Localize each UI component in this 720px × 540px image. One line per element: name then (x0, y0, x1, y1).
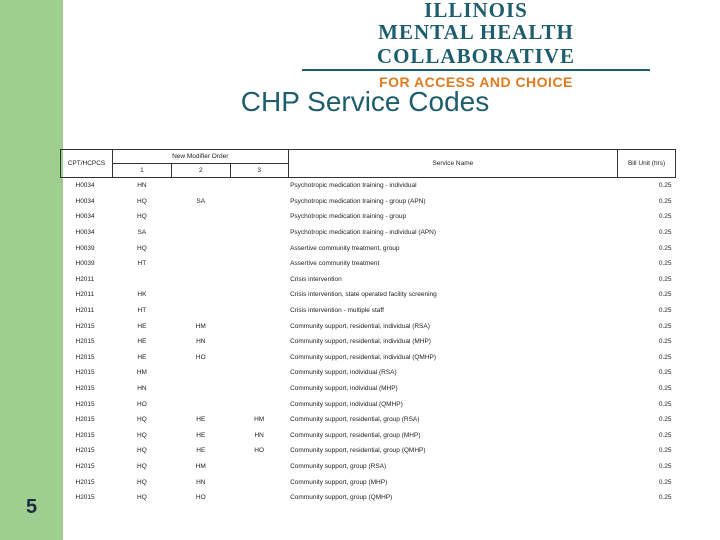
cell-modifier-2: SA (196, 197, 206, 205)
service-codes-table (60, 149, 676, 505)
cell-service-name: Crisis intervention (290, 275, 342, 283)
cell-bill-unit: 0.25 (658, 369, 672, 377)
cell-bill-unit: 0.25 (658, 462, 672, 470)
cell-modifier-3: HM (254, 416, 265, 424)
header-code: CPT/HCPCS (61, 150, 113, 178)
cell-modifier-2: HN (196, 338, 206, 346)
cell-modifier-3 (230, 178, 288, 194)
cell-modifier-2 (171, 381, 230, 397)
table-row (61, 334, 676, 350)
table-row (61, 194, 676, 210)
table-row (61, 396, 676, 412)
cell-bill-unit: 0.25 (658, 197, 672, 205)
cell-modifier-3 (230, 287, 288, 303)
cell-modifier-3 (230, 272, 288, 288)
cell-modifier-2 (171, 303, 230, 319)
cell-modifier-3 (230, 365, 288, 381)
logo-line-collaborative: MENTAL HEALTH COLLABORATIVE (376, 20, 576, 68)
table-row (61, 381, 676, 397)
cell-bill-unit: 0.25 (658, 416, 672, 424)
sidebar-band (0, 0, 63, 540)
cell-service-name: Crisis intervention, state operated facility screening (290, 291, 437, 299)
cell-modifier-2: HM (195, 462, 206, 470)
table-row (61, 490, 676, 506)
cell-service-name: Assertive community treatment (290, 260, 380, 268)
cell-modifier-1: HN (137, 182, 147, 190)
cell-modifier-1: SA (137, 229, 147, 237)
cell-code: H0034 (75, 229, 95, 237)
cell-modifier-2: HE (196, 416, 206, 424)
cell-modifier-3 (230, 350, 288, 366)
cell-bill-unit: 0.25 (658, 385, 672, 393)
cell-service-name: Psychotropic medication training - group (APN) (290, 197, 426, 205)
cell-modifier-2 (171, 287, 230, 303)
cell-modifier-2 (171, 209, 230, 225)
cell-bill-unit: 0.25 (658, 353, 672, 361)
cell-modifier-2: HO (195, 494, 206, 502)
table-row (61, 209, 676, 225)
cell-modifier-1: HN (137, 385, 147, 393)
cell-modifier-1: HO (137, 400, 147, 408)
cell-bill-unit: 0.25 (658, 182, 672, 190)
cell-code: H2011 (75, 307, 95, 315)
table-row (61, 428, 676, 444)
cell-bill-unit: 0.25 (658, 447, 672, 455)
cell-code: H0039 (75, 244, 95, 252)
cell-modifier-3 (230, 490, 288, 506)
cell-bill-unit: 0.25 (658, 307, 672, 315)
cell-modifier-2: HM (195, 322, 206, 330)
cell-code: H2015 (75, 478, 95, 486)
cell-modifier-3 (230, 334, 288, 350)
cell-code: H2015 (75, 385, 95, 393)
cell-code: H0034 (75, 182, 95, 190)
cell-service-name: Community support, residential, individual (MHP) (290, 338, 431, 346)
cell-code: H0034 (75, 213, 95, 221)
cell-modifier-2 (171, 365, 230, 381)
cell-bill-unit: 0.25 (658, 400, 672, 408)
cell-modifier-2 (171, 256, 230, 272)
cell-modifier-3 (230, 303, 288, 319)
cell-modifier-1: HT (137, 260, 147, 268)
cell-modifier-1: HK (137, 291, 147, 299)
cell-modifier-3: HO (254, 447, 265, 455)
cell-service-name: Community support, residential, group (MHP) (290, 431, 421, 439)
page-number: 5 (25, 496, 38, 518)
cell-bill-unit: 0.25 (658, 260, 672, 268)
cell-service-name: Community support, individual (QMHP) (290, 400, 403, 408)
cell-service-name: Community support, residential, individual (QMHP) (290, 353, 437, 361)
cell-modifier-3 (230, 381, 288, 397)
header-bill-unit: Bill Unit (hrs) (618, 150, 676, 178)
cell-code: H2015 (75, 494, 95, 502)
table-row (61, 412, 676, 428)
cell-bill-unit: 0.25 (658, 322, 672, 330)
cell-code: H2015 (75, 400, 95, 408)
header-modifier-1: 1 (112, 164, 171, 178)
cell-bill-unit: 0.25 (658, 244, 672, 252)
header-service-name: Service Name (288, 150, 618, 178)
cell-modifier-1: HQ (137, 197, 147, 205)
cell-bill-unit: 0.25 (658, 291, 672, 299)
cell-bill-unit: 0.25 (658, 478, 672, 486)
cell-code: H2015 (75, 447, 95, 455)
table-body (61, 178, 676, 506)
cell-code: H2015 (75, 462, 95, 470)
cell-code: H2015 (75, 353, 95, 361)
cell-modifier-3: HN (254, 431, 264, 439)
table-row (61, 474, 676, 490)
cell-modifier-1: HQ (137, 431, 147, 439)
cell-bill-unit: 0.25 (658, 213, 672, 221)
logo (296, 0, 656, 90)
cell-modifier-1: HM (136, 369, 147, 377)
logo-rule (302, 69, 650, 71)
cell-modifier-2: HE (196, 447, 206, 455)
cell-modifier-2 (171, 178, 230, 194)
table-row (61, 443, 676, 459)
cell-modifier-2 (171, 396, 230, 412)
cell-modifier-3 (230, 396, 288, 412)
cell-service-name: Community support, residential, group (RSA) (290, 416, 420, 424)
table-row (61, 350, 676, 366)
cell-service-name: Crisis intervention - multiple staff (290, 307, 384, 315)
table-row (61, 256, 676, 272)
cell-modifier-1: HQ (137, 416, 147, 424)
cell-service-name: Psychotropic medication training - group (290, 213, 407, 221)
cell-modifier-1: HQ (137, 244, 147, 252)
cell-service-name: Community support, individual (MHP) (290, 385, 398, 393)
table-row (61, 240, 676, 256)
cell-bill-unit: 0.25 (658, 431, 672, 439)
cell-service-name: Community support, group (RSA) (290, 462, 387, 470)
cell-service-name: Community support, group (QMHP) (290, 494, 393, 502)
cell-code: H2015 (75, 338, 95, 346)
cell-modifier-1: HE (137, 322, 147, 330)
header-modifier-3: 3 (230, 164, 288, 178)
cell-code: H2011 (75, 275, 95, 283)
table-row (61, 287, 676, 303)
cell-modifier-1: HQ (137, 462, 147, 470)
cell-code: H0034 (75, 197, 95, 205)
cell-code: H0039 (75, 260, 95, 268)
cell-code: H2015 (75, 416, 95, 424)
table-row (61, 459, 676, 475)
cell-service-name: Community support, group (MHP) (290, 478, 388, 486)
table-row (61, 272, 676, 288)
cell-modifier-3 (230, 318, 288, 334)
cell-service-name: Psychotropic medication training - individual (APN) (290, 229, 437, 237)
cell-modifier-1 (112, 272, 171, 288)
cell-modifier-1: HQ (137, 447, 147, 455)
cell-bill-unit: 0.25 (658, 338, 672, 346)
cell-modifier-1: HT (137, 307, 147, 315)
cell-modifier-1: HQ (137, 213, 147, 221)
table-row (61, 365, 676, 381)
cell-modifier-2: HE (196, 431, 206, 439)
cell-modifier-1: HE (137, 338, 147, 346)
table-row (61, 178, 676, 194)
cell-modifier-2: HO (195, 353, 206, 361)
cell-service-name: Community support, individual (RSA) (290, 369, 397, 377)
cell-service-name: Community support, residential, individual (RSA) (290, 322, 430, 330)
cell-modifier-1: HE (137, 353, 147, 361)
cell-modifier-3 (230, 240, 288, 256)
logo-tagline: FOR ACCESS AND CHOICE (379, 74, 573, 90)
page-title: CHP Service Codes (240, 86, 490, 117)
cell-code: H2015 (75, 369, 95, 377)
table-row (61, 225, 676, 241)
cell-bill-unit: 0.25 (658, 275, 672, 283)
table-row (61, 303, 676, 319)
header-modifier-2: 2 (171, 164, 230, 178)
cell-modifier-3 (230, 459, 288, 475)
header-modifier-order: New Modifier Order (112, 150, 288, 164)
cell-service-name: Assertive community treatment, group (290, 244, 400, 252)
cell-modifier-1: HQ (137, 494, 147, 502)
cell-bill-unit: 0.25 (658, 229, 672, 237)
cell-code: H2015 (75, 431, 95, 439)
cell-modifier-3 (230, 474, 288, 490)
cell-service-name: Psychotropic medication training - individual (290, 182, 417, 190)
cell-modifier-3 (230, 256, 288, 272)
cell-code: H2011 (75, 291, 95, 299)
cell-code: H2015 (75, 322, 95, 330)
cell-modifier-2 (171, 225, 230, 241)
cell-modifier-3 (230, 209, 288, 225)
cell-bill-unit: 0.25 (658, 494, 672, 502)
cell-modifier-2: HN (196, 478, 206, 486)
cell-modifier-1: HQ (137, 478, 147, 486)
cell-service-name: Community support, residential, group (QMHP) (290, 447, 426, 455)
cell-modifier-2 (171, 272, 230, 288)
cell-modifier-3 (230, 194, 288, 210)
cell-modifier-3 (230, 225, 288, 241)
logo-line-illinois: ILLINOIS (424, 0, 528, 22)
table-row (61, 318, 676, 334)
cell-modifier-2 (171, 240, 230, 256)
